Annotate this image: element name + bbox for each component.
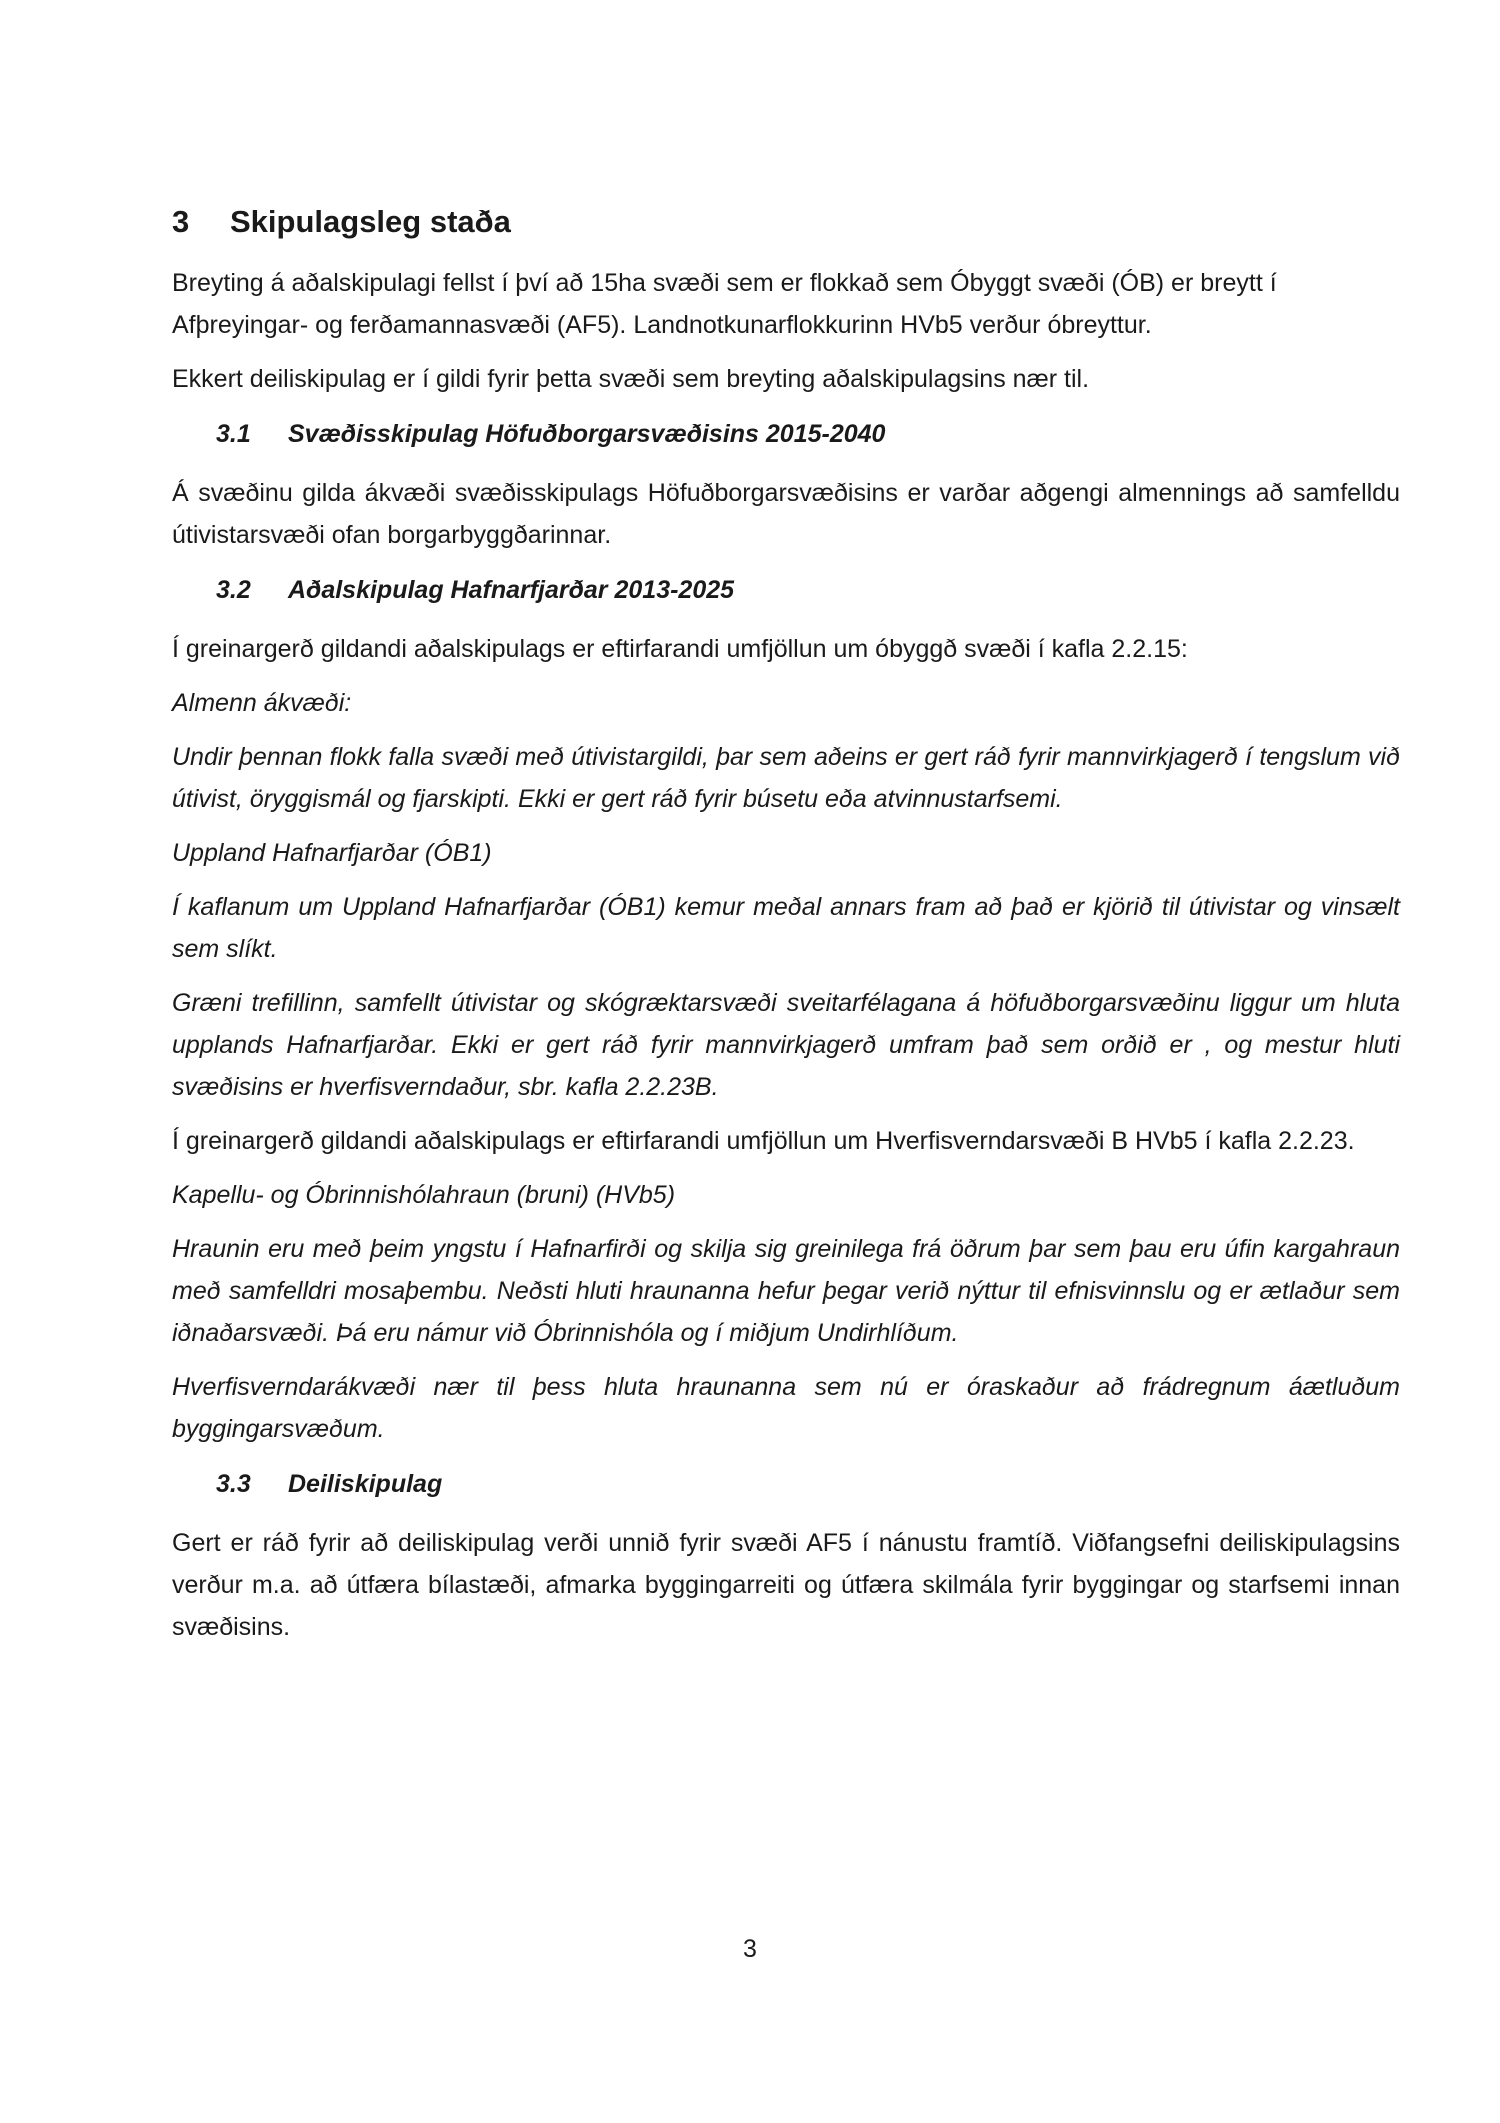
- subsection-heading-3-1: [216, 414, 1400, 454]
- quote-heading: Uppland Hafnarfjarðar (ÓB1): [172, 839, 492, 867]
- quote-heading: Kapellu- og Óbrinnishólahraun (bruni) (HVb5): [172, 1181, 676, 1209]
- section-title: Skipulagsleg staða: [230, 204, 511, 239]
- section-heading: [172, 200, 1400, 244]
- quote-paragraph: Í kaflanum um Uppland Hafnarfjarðar (ÓB1) kemur meðal annars fram að það er kjörið til útivistar og vinsælt sem slíkt.: [172, 893, 1400, 963]
- page-number: 3: [743, 1935, 757, 1963]
- subsection-number: 3.2: [216, 576, 251, 604]
- quote-heading: Almenn ákvæði:: [172, 689, 352, 717]
- subsection-heading-3-3: [216, 1464, 1400, 1504]
- paragraph: Í greinargerð gildandi aðalskipulags er eftirfarandi umfjöllun um Hverfisverndarsvæði B HVb5 í kafla 2.2.23.: [172, 1127, 1355, 1155]
- subsection-title: Deiliskipulag: [288, 1470, 443, 1498]
- subsection-number: 3.1: [216, 420, 251, 448]
- section-number: 3: [172, 204, 190, 239]
- intro-paragraph: Ekkert deiliskipulag er í gildi fyrir þetta svæði sem breyting aðalskipulagsins nær til.: [172, 365, 1090, 393]
- paragraph: Gert er ráð fyrir að deiliskipulag verði unnið fyrir svæði AF5 í nánustu framtíð. Viðfangsefni deiliskipulagsins verður m.a. að útfæra bílastæði, afmarka byggingarreiti og útfæra skilmála fyrir byggingar og starfsemi innan svæðisins.: [172, 1529, 1400, 1641]
- subsection-title: Svæðisskipulag Höfuðborgarsvæðisins 2015-2040: [288, 420, 886, 448]
- quote-paragraph: Hraunin eru með þeim yngstu í Hafnarfirði og skilja sig greinilega frá öðrum þar sem þau eru úfin kargahraun með samfelldri mosaþembu. Neðsti hluti hraunanna hefur þegar verið nýttur til efnisvinnslu og er ætlaður sem iðnaðarsvæði. Þá eru námur við Óbrinnishóla og í miðjum Undirhlíðum.: [172, 1235, 1400, 1347]
- subsection-number: 3.3: [216, 1470, 251, 1498]
- paragraph: Á svæðinu gilda ákvæði svæðisskipulags Höfuðborgarsvæðisins er varðar aðgengi almennings að samfelldu útivistarsvæði ofan borgarbyggðarinnar.: [172, 479, 1400, 549]
- subsection-title: Aðalskipulag Hafnarfjarðar 2013-2025: [288, 576, 735, 604]
- quote-paragraph: Hverfisverndarákvæði nær til þess hluta hraunanna sem nú er óraskaður að frádregnum áætluðum byggingarsvæðum.: [172, 1373, 1400, 1443]
- intro-paragraph: Breyting á aðalskipulagi fellst í því að 15ha svæði sem er flokkað sem Óbyggt svæði (ÓB) er breytt í Afþreyingar- og ferðamannasvæði (AF5). Landnotkunarflokkurinn HVb5 verður óbreyttur.: [172, 269, 1277, 339]
- quote-paragraph: Undir þennan flokk falla svæði með útivistargildi, þar sem aðeins er gert ráð fyrir mannvirkjagerð í tengslum við útivist, öryggismál og fjarskipti. Ekki er gert ráð fyrir búsetu eða atvinnustarfsemi.: [172, 743, 1400, 813]
- subsection-heading-3-2: [216, 570, 1400, 610]
- quote-paragraph: Græni trefillinn, samfellt útivistar og skógræktarsvæði sveitarfélagana á höfuðborgarsvæðinu liggur um hluta upplands Hafnarfjarðar. Ekki er gert ráð fyrir mannvirkjagerð umfram það sem orðið er , og mestur hluti svæðisins er hverfisverndaður, sbr. kafla 2.2.23B.: [172, 989, 1400, 1101]
- page-content: [172, 200, 1400, 1660]
- paragraph: Í greinargerð gildandi aðalskipulags er eftirfarandi umfjöllun um óbyggð svæði í kafla 2.2.15:: [172, 635, 1188, 663]
